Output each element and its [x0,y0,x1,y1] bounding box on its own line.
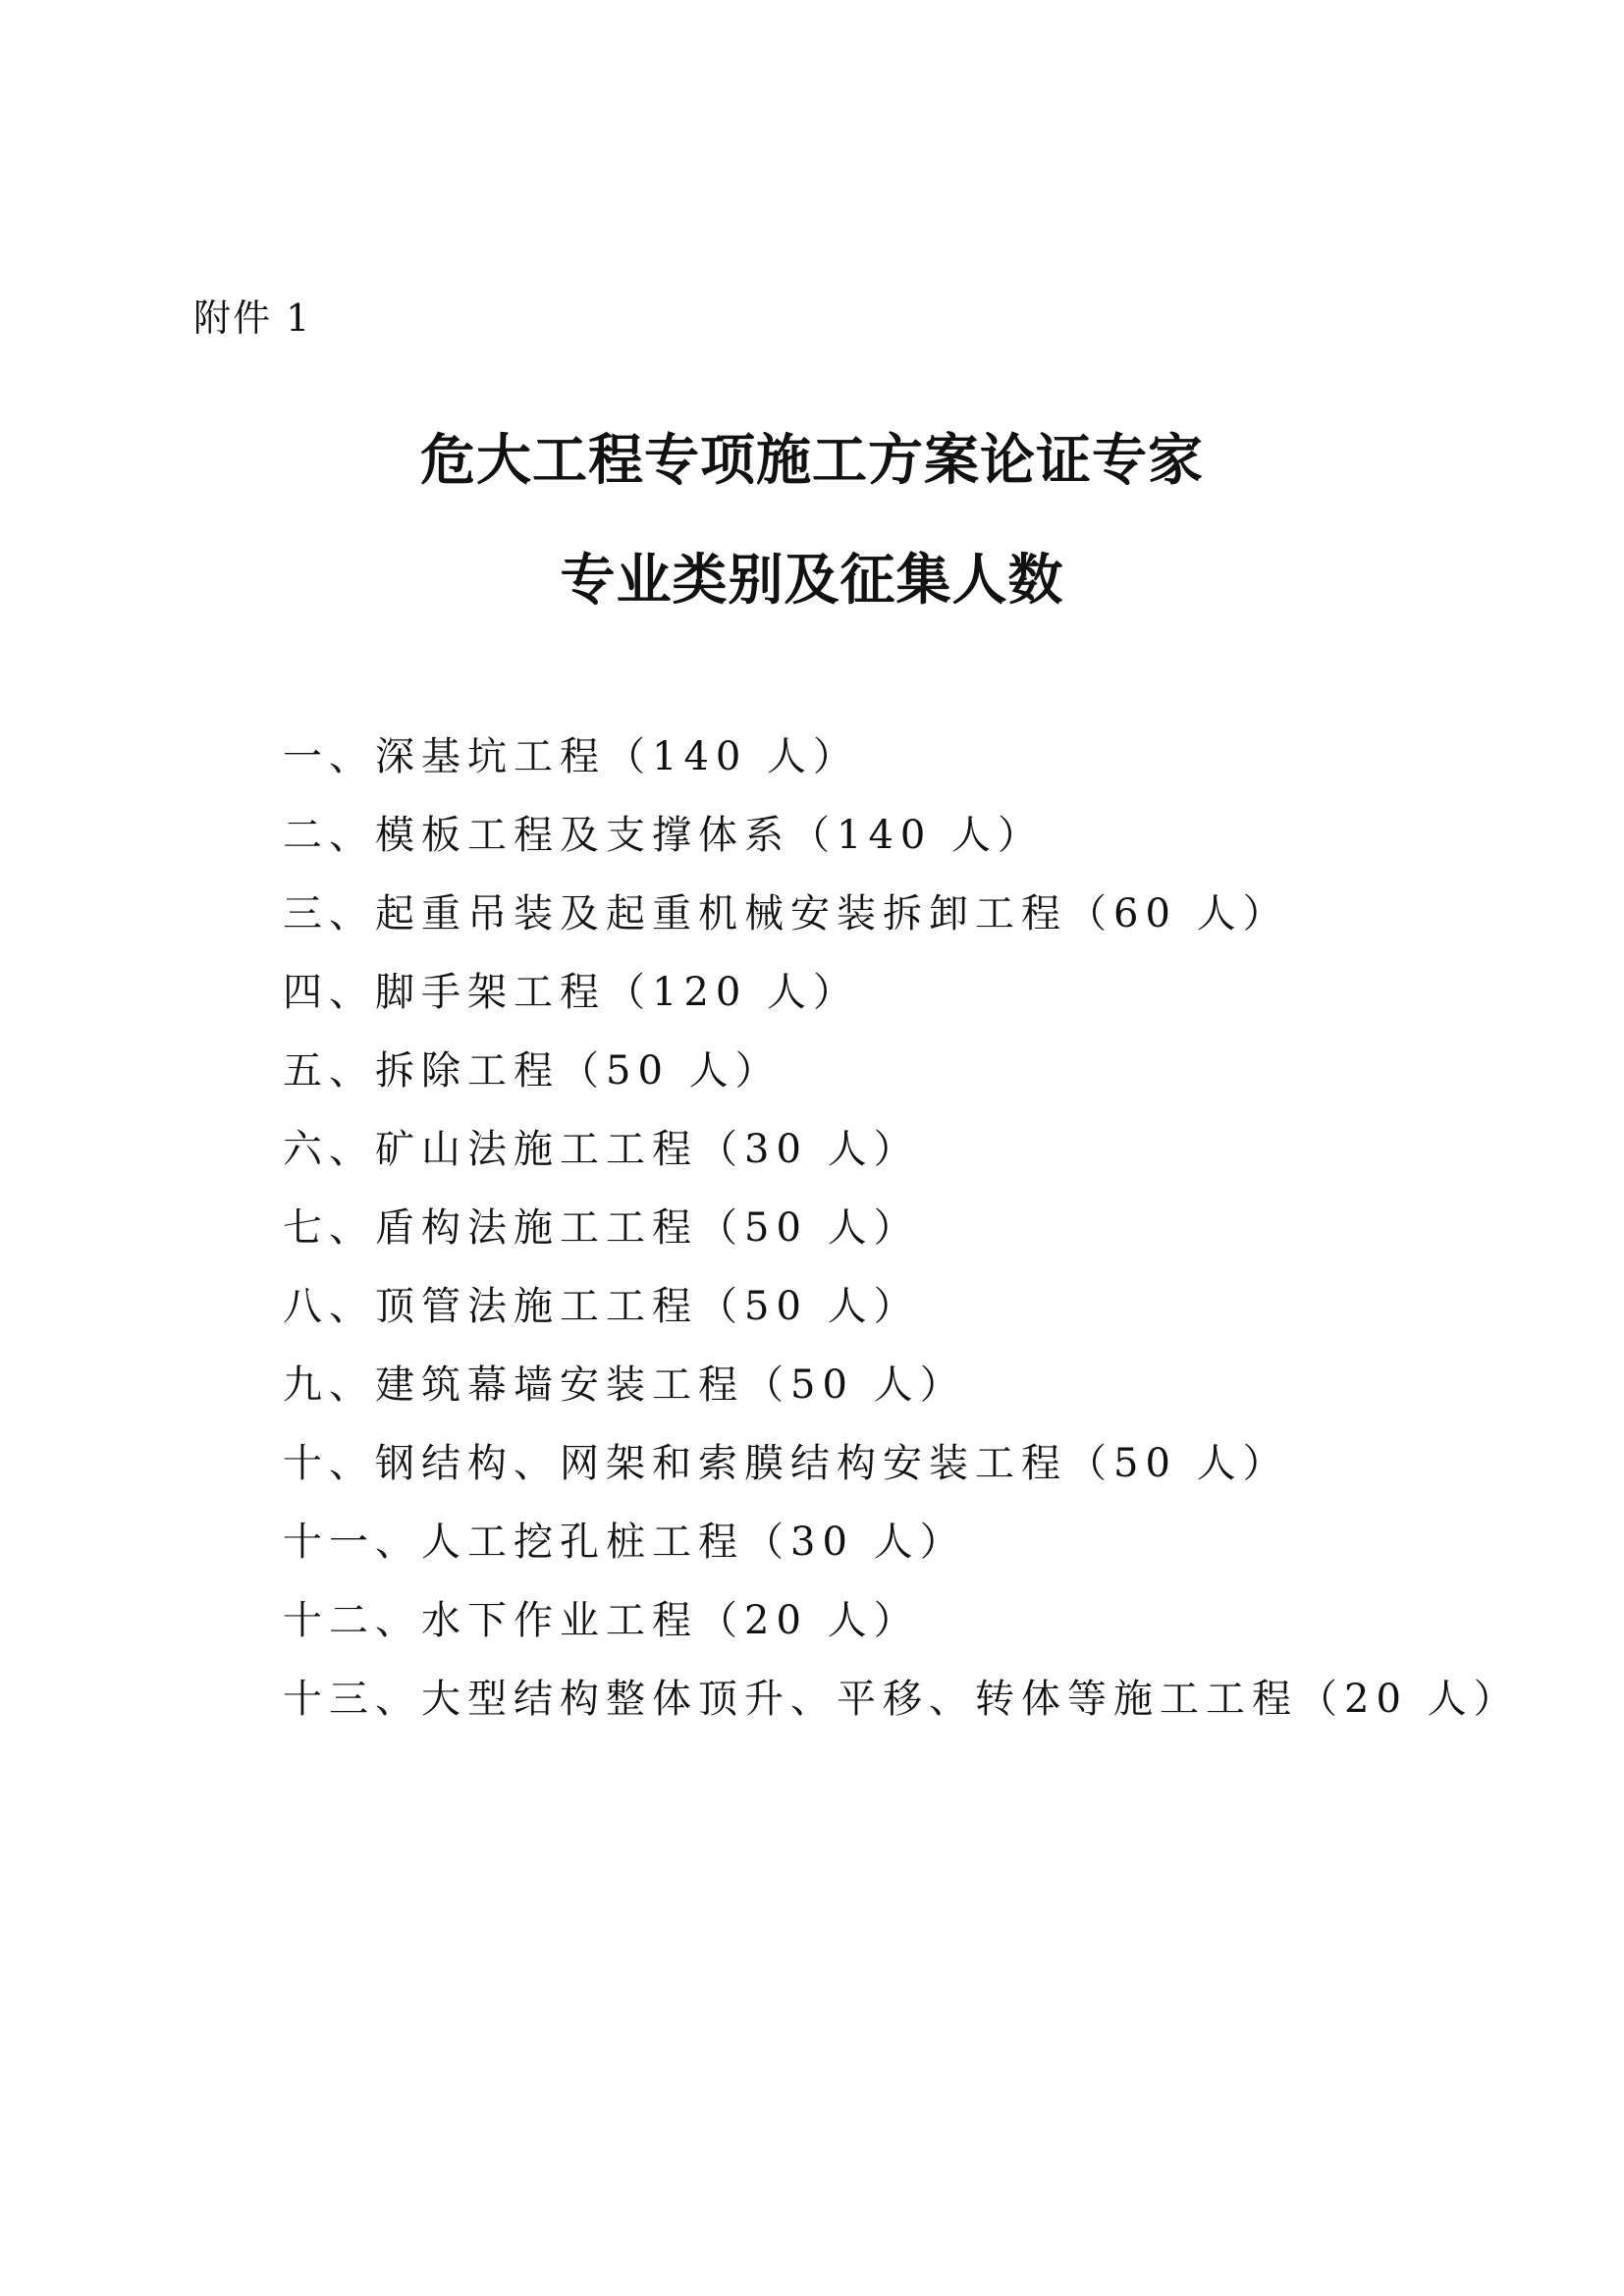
category-item: 五、拆除工程（50 人） [283,1048,782,1094]
category-item: 二、模板工程及支撑体系（140 人） [283,813,1045,858]
category-item: 四、脚手架工程（120 人） [283,970,860,1015]
category-item: 九、建筑幕墙安装工程（50 人） [283,1362,966,1408]
category-item: 十、钢结构、网架和索膜结构安装工程（50 人） [283,1441,1289,1486]
title-line-2: 专业类别及征集人数 [560,549,1064,613]
category-list [283,727,1520,1748]
category-item: 一、深基坑工程（140 人） [283,734,860,779]
category-item: 十二、水下作业工程（20 人） [283,1598,920,1643]
category-item: 六、矿山法施工工程（30 人） [283,1127,920,1172]
document-title [0,429,1624,613]
category-item: 八、顶管法施工工程（50 人） [283,1284,920,1329]
category-item: 三、起重吊装及起重机械安装拆卸工程（60 人） [283,891,1289,936]
attachment-label: 附件 1 [193,296,312,340]
category-item: 十一、人工挖孔桩工程（30 人） [283,1520,966,1565]
category-item: 十三、大型结构整体顶升、平移、转体等施工工程（20 人） [283,1677,1520,1722]
category-item: 七、盾构法施工工程（50 人） [283,1205,920,1251]
title-line-1: 危大工程专项施工方案论证专家 [420,429,1204,493]
